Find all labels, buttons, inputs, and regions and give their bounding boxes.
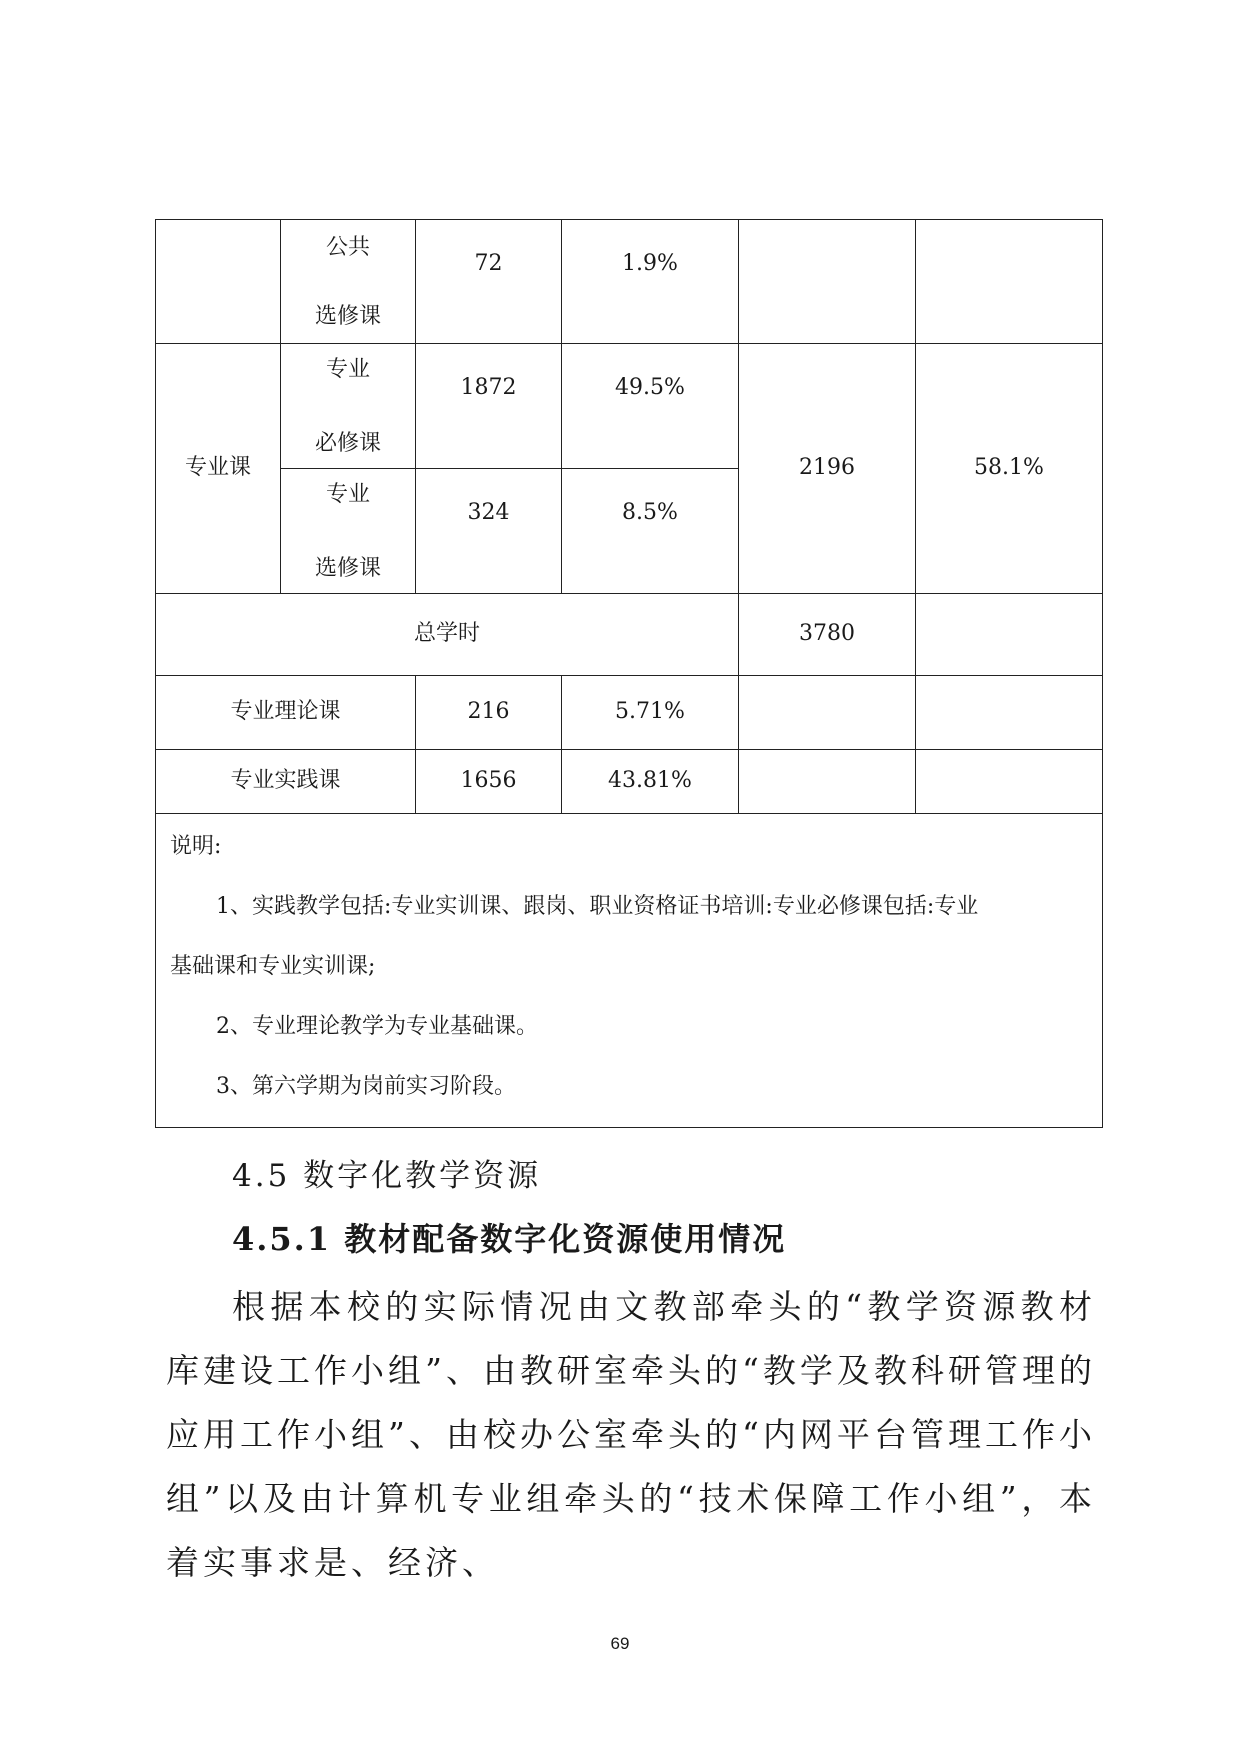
sub-category-cell: 专业 必修课 [281, 344, 416, 469]
hours-cell: 324 [416, 469, 562, 594]
percent-cell: 1.9% [562, 220, 739, 344]
notes-item-1-cont: 基础课和专业实训课; [170, 954, 376, 979]
subtotal-cell: 2196 [739, 344, 916, 594]
percent-cell: 8.5% [562, 469, 739, 594]
total-hours-extra [916, 594, 1103, 676]
practice-hours: 1656 [416, 750, 562, 814]
theory-percent: 5.71% [562, 676, 739, 750]
body-paragraph: 根据本校的实际情况由文教部牵头的“教学资源教材库建设工作小组”、由教研室牵头的“教学及教科研管理的应用工作小组”、由校办公室牵头的“内网平台管理工作小组”以及由计算机专业组牵头的“技术保障工作小组”，本着实事求是、经济、 [166, 1287, 1096, 1582]
course-hours-table [155, 219, 1103, 1128]
empty-cell [916, 676, 1103, 750]
category-cell-empty [156, 220, 281, 344]
hours-cell: 72 [416, 220, 562, 344]
empty-cell [739, 750, 916, 814]
page-number: 69 [610, 1634, 630, 1653]
notes-item-3: 3、第六学期为岗前实习阶段。 [216, 1074, 516, 1099]
sub-category-cell: 公共 选修课 [281, 220, 416, 344]
notes-cell [156, 814, 1103, 1128]
percent-cell: 49.5% [562, 344, 739, 469]
category-cell: 专业课 [156, 344, 281, 594]
practice-label: 专业实践课 [156, 750, 416, 814]
subtotal-percent-cell [916, 220, 1103, 344]
subsection-heading: 4.5.1 教材配备数字化资源使用情况 [232, 1220, 787, 1258]
notes-title: 说明: [170, 834, 222, 859]
total-hours-value: 3780 [739, 594, 916, 676]
subtotal-cell [739, 220, 916, 344]
sub-category-cell: 专业 选修课 [281, 469, 416, 594]
theory-label: 专业理论课 [156, 676, 416, 750]
section-heading: 4.5 数字化教学资源 [232, 1158, 542, 1194]
subtotal-percent-cell: 58.1% [916, 344, 1103, 594]
theory-hours: 216 [416, 676, 562, 750]
total-hours-label: 总学时 [156, 594, 739, 676]
notes-item-2: 2、专业理论教学为专业基础课。 [216, 1014, 538, 1039]
hours-cell: 1872 [416, 344, 562, 469]
empty-cell [739, 676, 916, 750]
notes-item-1: 1、实践教学包括:专业实训课、跟岗、职业资格证书培训:专业必修课包括:专业 [216, 894, 979, 919]
practice-percent: 43.81% [562, 750, 739, 814]
empty-cell [916, 750, 1103, 814]
